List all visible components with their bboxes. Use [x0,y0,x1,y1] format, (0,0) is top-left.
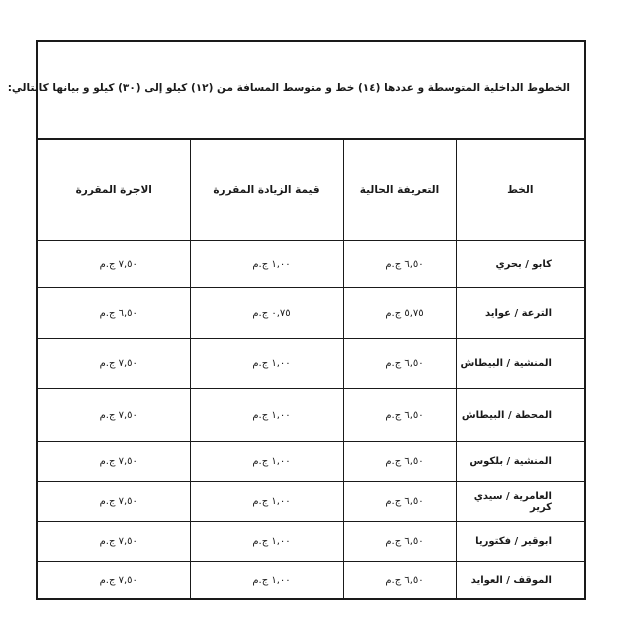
increase-cell: ١,٠٠ ج.م [190,339,343,389]
current-fare-cell: ٦,٥٠ ج.م [343,562,456,599]
table-row [38,389,584,442]
fare-table [38,140,584,599]
route-cell: المحطة / البيطاش [456,389,584,442]
table-row [38,339,584,389]
route-cell: الترعة / عوايد [456,288,584,339]
header-route: الخط [456,140,584,241]
increase-cell: ١,٠٠ ج.م [190,241,343,288]
new-fare-cell: ٧,٥٠ ج.م [38,482,190,522]
header-row [38,140,584,241]
new-fare-cell: ٧,٥٠ ج.م [38,241,190,288]
current-fare-cell: ٦,٥٠ ج.م [343,241,456,288]
current-fare-cell: ٦,٥٠ ج.م [343,339,456,389]
table-row [38,562,584,599]
current-fare-cell: ٦,٥٠ ج.م [343,389,456,442]
current-fare-cell: ٥,٧٥ ج.م [343,288,456,339]
table-row [38,482,584,522]
increase-cell: ٠,٧٥ ج.م [190,288,343,339]
header-increase: قيمة الزيادة المقررة [190,140,343,241]
table-row [38,288,584,339]
increase-cell: ١,٠٠ ج.م [190,522,343,562]
table-row [38,442,584,482]
current-fare-cell: ٦,٥٠ ج.م [343,522,456,562]
increase-cell: ١,٠٠ ج.م [190,482,343,522]
caption-cell [7,42,584,140]
header-current-fare: التعريفة الحالية [343,140,456,241]
new-fare-cell: ٧,٥٠ ج.م [38,389,190,442]
route-cell: الموقف / العوايد [456,562,584,599]
table-row [38,522,584,562]
current-fare-cell: ٦,٥٠ ج.م [343,442,456,482]
new-fare-cell: ٧,٥٠ ج.م [38,522,190,562]
new-fare-cell: ٧,٥٠ ج.م [38,339,190,389]
route-cell: المنشية / بلكوس [456,442,584,482]
increase-cell: ١,٠٠ ج.م [190,562,343,599]
new-fare-cell: ٦,٥٠ ج.م [38,288,190,339]
header-new-fare: الاجرة المقررة [38,140,190,241]
table-caption: الخطوط الداخلية المتوسطة و عددها (١٤) خط و متوسط المسافة من (١٢) كيلو إلى (٣٠) كيلو و بيانها كالتالي: [7,82,570,94]
route-cell: ابوقير / فكتوريا [456,522,584,562]
route-cell: كابو / بحري [456,241,584,288]
current-fare-cell: ٦,٥٠ ج.م [343,482,456,522]
increase-cell: ١,٠٠ ج.م [190,442,343,482]
route-cell: المنشية / البيطاش [456,339,584,389]
new-fare-cell: ٧,٥٠ ج.م [38,442,190,482]
new-fare-cell: ٧,٥٠ ج.م [38,562,190,599]
increase-cell: ١,٠٠ ج.م [190,389,343,442]
fare-document [7,40,586,600]
table-row [38,241,584,288]
route-cell: العامرية / سيدي كرير [456,482,584,522]
